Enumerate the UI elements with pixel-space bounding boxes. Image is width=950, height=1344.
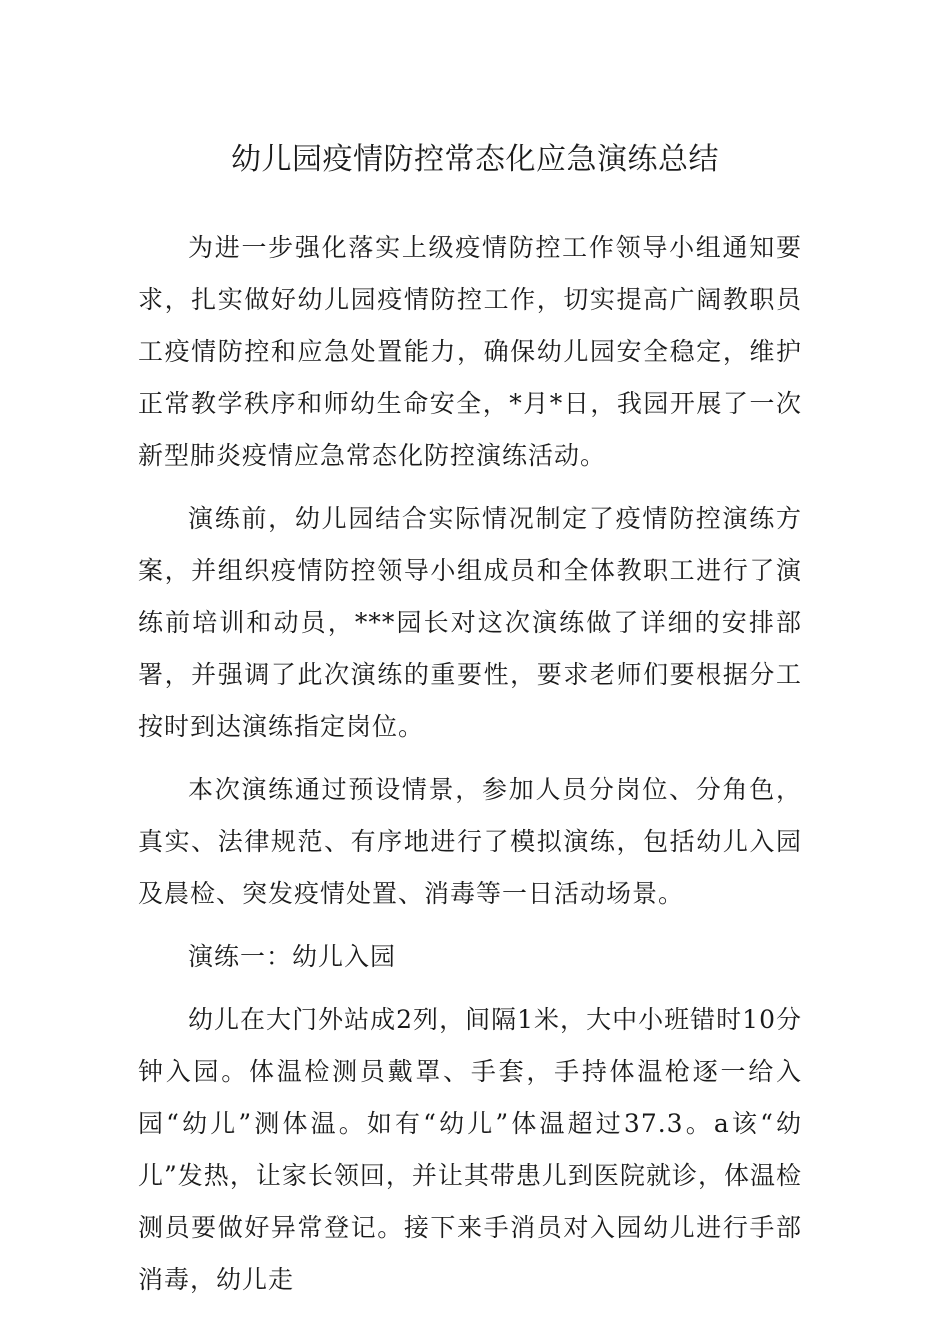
paragraph-drill-one: 幼儿在大门外站成2列，间隔1米，大中小班错时10分钟入园。体温检测员戴罩、手套，手持体温枪逐一给入园“幼儿”测体温。如有“幼儿”体温超过37.3。a该“幼儿”发热，让家长领回，并让其带患儿到医院就诊，体温检测员要做好异常登记。接下来手消员对入园幼儿进行手部消毒，幼儿走 (138, 1005, 802, 1294)
paragraph-intro: 为进一步强化落实上级疫情防控工作领导小组通知要求，扎实做好幼儿园疫情防控工作，切实提高广阔教职员工疫情防控和应急处置能力，确保幼儿园安全稳定，维护正常教学秩序和师幼生命安全，*月*日，我园开展了一次新型肺炎疫情应急常态化防控演练活动。 (138, 233, 802, 470)
paragraph-overview: 本次演练通过预设情景，参加人员分岗位、分角色，真实、法律规范、有序地进行了模拟演练，包括幼儿入园及晨检、突发疫情处置、消毒等一日活动场景。 (138, 775, 802, 908)
section-heading-drill-one: 演练一：幼儿入园 (188, 942, 397, 971)
paragraph-preparation: 演练前，幼儿园结合实际情况制定了疫情防控演练方案，并组织疫情防控领导小组成员和全体教职工进行了演练前培训和动员，***园长对这次演练做了详细的安排部署，并强调了此次演练的重要性，要求老师们要根据分工按时到达演练指定岗位。 (138, 504, 802, 741)
document-title: 幼儿园疫情防控常态化应急演练总结 (231, 142, 719, 177)
document-body (138, 222, 802, 1317)
